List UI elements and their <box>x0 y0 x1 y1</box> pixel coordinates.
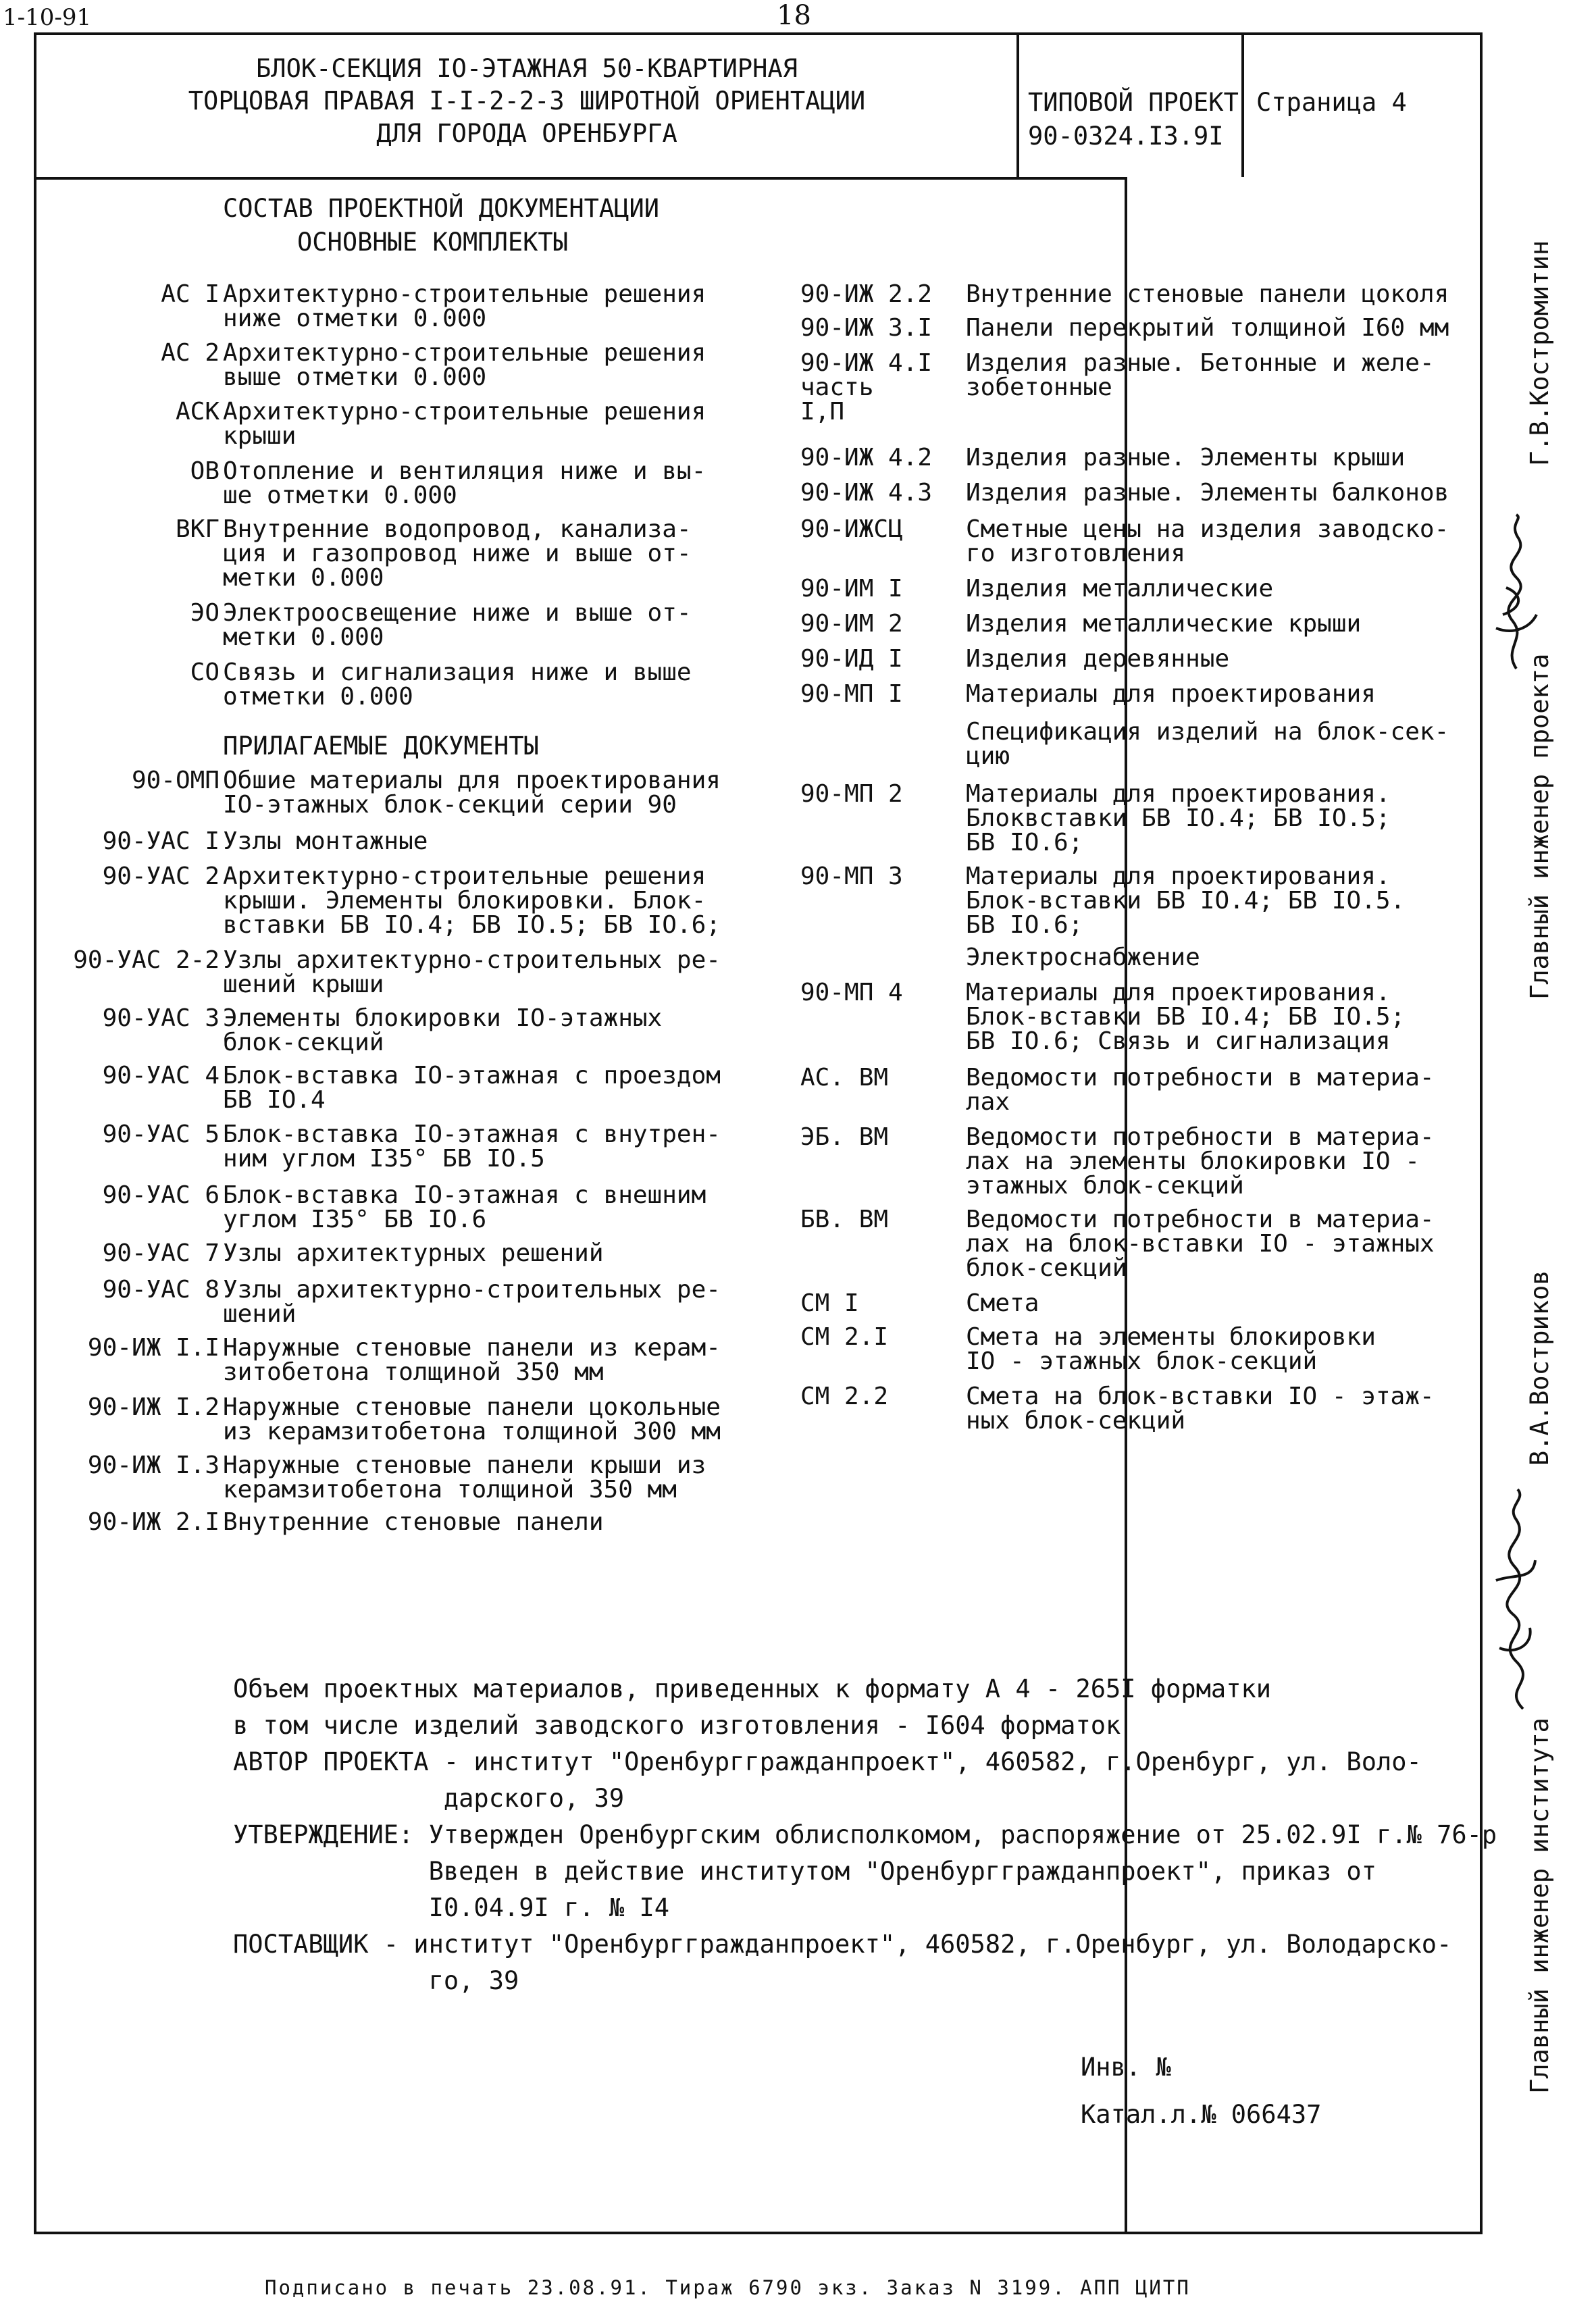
section-composition-title: СОСТАВ ПРОЕКТНОЙ ДОКУМЕНТАЦИИ <box>223 194 660 223</box>
left-item-text: Архитектурно-строительные решения крыши. Элементы блокировки. Блок- вставки БВ IO.4; БВ IO.5; БВ IO.6; <box>223 863 721 939</box>
header-title-line-1: БЛОК-СЕКЦИЯ IO-ЭТАЖНАЯ 50-КВАРТИРНАЯ <box>256 54 798 83</box>
left-item-text: Узлы архитектурно-строительных ре- шений <box>223 1276 721 1328</box>
right-item-code: 90-ИЖ 4.I часть I,П <box>800 349 933 426</box>
right-item-text: Смета <box>966 1289 1039 1317</box>
left-item-code: 90-УАС 3 <box>102 1004 220 1032</box>
left-item-text: Блок-вставка IO-этажная с проездом БВ IO.4 <box>223 1062 721 1114</box>
right-item-code: 90-ИЖ 3.I <box>800 314 933 342</box>
left-item-text: Обшие материалы для проектирования IO-этажных блок-секций серии 90 <box>223 767 721 819</box>
left-item-text: Электроосвещение ниже и выше от- метки 0.000 <box>223 599 692 651</box>
approval-line-cont: Введен в действие институтом "Оренбурггражданпроект", приказ от <box>233 1857 1376 1886</box>
right-item-text: Электроснабжение <box>966 944 1200 971</box>
left-item-text: Связь и сигнализация ниже и выше отметки 0.000 <box>223 659 692 711</box>
right-item-text: Сметные цены на изделия заводско- го изготовления <box>966 515 1449 567</box>
left-item-code: 90-УАС 8 <box>102 1276 220 1304</box>
signature-kostromitin <box>1476 513 1550 675</box>
chief-project-engineer-name: Г.В.Костромитин <box>1525 240 1554 466</box>
supplier-line-cont: го, 39 <box>233 1966 519 1995</box>
left-item-code: АС I <box>161 280 220 308</box>
project-number: 90-0324.I3.9I <box>1028 122 1224 151</box>
right-item-code: 90-МП 3 <box>800 863 903 890</box>
right-item-code: СМ I <box>800 1289 859 1317</box>
left-item-text: Наружные стеновые панели крыши из керамзитобетона толщиной 350 мм <box>223 1451 706 1503</box>
right-item-text: Ведомости потребности в материа- лах на элементы блокировки IO - этажных блок-секций <box>966 1123 1435 1200</box>
left-item-code: СО <box>190 659 220 686</box>
right-item-code: БВ. ВМ <box>800 1206 889 1233</box>
header-title-line-2: ТОРЦОВАЯ ПРАВАЯ I-I-2-2-3 ШИРОТНОЙ ОРИЕНТАЦИИ <box>188 86 866 115</box>
right-item-text: Спецификация изделий на блок-сек- цию <box>966 718 1449 770</box>
left-item-code: 90-УАС 6 <box>102 1181 220 1209</box>
left-item-code: ВКГ <box>175 515 220 543</box>
chief-institute-engineer-label: Главный инженер института <box>1525 1718 1554 2094</box>
right-item-code: 90-ИЖ 2.2 <box>800 280 933 308</box>
right-item-code: СМ 2.2 <box>800 1383 889 1410</box>
left-item-text: Архитектурно-строительные решения выше отметки 0.000 <box>223 339 706 391</box>
section-main-sets-title: ОСНОВНЫЕ КОМПЛЕКТЫ <box>297 228 568 257</box>
left-item-text: Архитектурно-строительные решения ниже отметки 0.000 <box>223 280 706 332</box>
right-item-text: Ведомости потребности в материа- лах на блок-вставки IO - этажных блок-секций <box>966 1206 1435 1282</box>
right-item-code: 90-ИЖ 4.2 <box>800 444 933 471</box>
right-item-code: 90-ИД I <box>800 645 903 673</box>
left-item-text: Архитектурно-строительные решения крыши <box>223 398 706 450</box>
right-item-text: Смета на блок-вставки IO - этаж- ных блок-секций <box>966 1383 1435 1435</box>
right-item-text: Смета на элементы блокировки IO - этажных блок-секций <box>966 1323 1376 1375</box>
left-item-text: Узлы архитектурно-строительных ре- шений крыши <box>223 946 721 998</box>
left-item-code: 90-УАС I <box>102 827 220 855</box>
left-item-code: ЭО <box>190 599 220 627</box>
right-item-text: Изделия деревянные <box>966 645 1230 673</box>
right-item-code: 90-ИМ 2 <box>800 610 903 638</box>
right-item-code: 90-ИЖ 4.3 <box>800 479 933 507</box>
left-item-code: 90-УАС 7 <box>102 1239 220 1267</box>
author-line: АВТОР ПРОЕКТА - институт "Оренбурггражданпроект", 460582, г.Оренбург, ул. Воло- <box>233 1747 1422 1776</box>
right-item-text: Панели перекрытий толщиной I60 мм <box>966 314 1449 342</box>
chief-institute-engineer-name: В.А.Востриков <box>1525 1270 1554 1466</box>
right-item-text: Внутренние стеновые панели цоколя <box>966 280 1449 308</box>
left-item-code: 90-ИЖ I.2 <box>87 1393 220 1421</box>
right-item-code: ЭБ. ВМ <box>800 1123 889 1151</box>
left-item-code: 90-ИЖ 2.I <box>87 1508 220 1536</box>
right-item-code: СМ 2.I <box>800 1323 889 1351</box>
right-item-text: Изделия разные. Элементы крыши <box>966 444 1406 471</box>
left-item-code: АСК <box>175 398 220 426</box>
right-item-text: Изделия разные. Элементы балконов <box>966 479 1449 507</box>
print-footer: Подписано в печать 23.08.91. Тираж 6790 экз. Заказ N 3199. АПП ЦИТП <box>265 2276 1191 2299</box>
left-item-text: Элементы блокировки IO-этажных блок-секций <box>223 1004 663 1056</box>
inventory-number: Инв. № <box>1081 2053 1171 2082</box>
left-item-code: 90-УАС 5 <box>102 1121 220 1148</box>
left-item-text: Узлы архитектурных решений <box>223 1239 604 1267</box>
right-item-text: Материалы для проектирования. Блоквставки БВ IO.4; БВ IO.5; БВ IO.6; <box>966 780 1391 856</box>
page-number: 18 <box>777 0 811 31</box>
left-item-text: Узлы монтажные <box>223 827 428 855</box>
header-title <box>41 53 1013 150</box>
right-item-text: Материалы для проектирования <box>966 680 1376 708</box>
left-item-text: Блок-вставка IO-этажная с внешним углом I35° БВ IO.6 <box>223 1181 706 1233</box>
right-item-text: Ведомости потребности в материа- лах <box>966 1064 1435 1116</box>
right-item-text: Материалы для проектирования. Блок-вставки БВ IO.4; БВ IO.5. БВ IO.6; <box>966 863 1406 939</box>
approval-line-cont: I0.04.9I г. № I4 <box>233 1893 670 1922</box>
left-item-code: 90-ИЖ I.I <box>87 1334 220 1362</box>
author-line-cont: дарского, 39 <box>233 1784 625 1813</box>
page-label: Страница 4 <box>1256 88 1407 117</box>
project-label: ТИПОВОЙ ПРОЕКТ <box>1028 88 1239 117</box>
header-divider-1 <box>1016 32 1019 177</box>
signature-vostrikov <box>1476 1486 1550 1716</box>
left-item-code: 90-УАС 2 <box>102 863 220 890</box>
right-item-text: Изделия металлические крыши <box>966 610 1362 638</box>
top-left-code: 1-10-91 <box>3 4 92 31</box>
left-item-text: Наружные стеновые панели цокольные из керамзитобетона толщиной 300 мм <box>223 1393 721 1445</box>
right-item-text: Материалы для проектирования. Блок-вставки БВ IO.4; БВ IO.5; БВ IO.6; Связь и сигнализация <box>966 979 1406 1055</box>
right-item-code: 90-ИМ I <box>800 575 903 602</box>
right-item-code: 90-МП 2 <box>800 780 903 808</box>
section-attached-docs-title: ПРИЛАГАЕМЫЕ ДОКУМЕНТЫ <box>223 731 539 761</box>
left-item-text: Внутренние стеновые панели <box>223 1508 604 1536</box>
right-item-code: 90-МП 4 <box>800 979 903 1006</box>
right-item-code: 90-ИЖСЦ <box>800 515 903 543</box>
catalog-number: Катал.л.№ 066437 <box>1081 2100 1322 2129</box>
left-item-code: 90-ОМП <box>131 767 220 794</box>
left-item-text: Отопление и вентиляция ниже и вы- ше отметки 0.000 <box>223 457 706 509</box>
right-item-code: 90-МП I <box>800 680 903 708</box>
left-item-code: 90-ИЖ I.3 <box>87 1451 220 1479</box>
left-item-code: 90-УАС 2-2 <box>73 946 220 974</box>
left-item-code: ОВ <box>190 457 220 485</box>
right-item-code: АС. ВМ <box>800 1064 889 1091</box>
summary-line: Объем проектных материалов, приведенных к формату А 4 - 265I форматки <box>233 1674 1272 1703</box>
summary-line: в том числе изделий заводского изготовления - I604 форматок <box>233 1711 1121 1740</box>
header-title-line-3: ДЛЯ ГОРОДА ОРЕНБУРГА <box>376 119 677 148</box>
right-item-text: Изделия металлические <box>966 575 1274 602</box>
right-item-text: Изделия разные. Бетонные и желе- зобетонные <box>966 349 1435 401</box>
supplier-line: ПОСТАВЩИК - институт "Оренбурггражданпроект", 460582, г.Оренбург, ул. Володарско- <box>233 1930 1452 1959</box>
left-item-code: 90-УАС 4 <box>102 1062 220 1089</box>
chief-project-engineer-label: Главный инженер проекта <box>1525 653 1554 1000</box>
left-item-code: АС 2 <box>161 339 220 367</box>
left-item-text: Внутренние водопровод, канализа- ция и газопровод ниже и выше от- метки 0.000 <box>223 515 692 592</box>
approval-line: УТВЕРЖДЕНИЕ: Утвержден Оренбургским облисполкомом, распоряжение от 25.02.9I г.№ 76-р <box>233 1820 1497 1849</box>
summary-block <box>233 1671 1497 1999</box>
header-bottom-line <box>34 177 1125 180</box>
left-item-text: Блок-вставка IO-этажная с внутрен- ним углом I35° БВ IO.5 <box>223 1121 721 1173</box>
left-item-text: Наружные стеновые панели из керам- зитобетона толщиной 350 мм <box>223 1334 721 1386</box>
